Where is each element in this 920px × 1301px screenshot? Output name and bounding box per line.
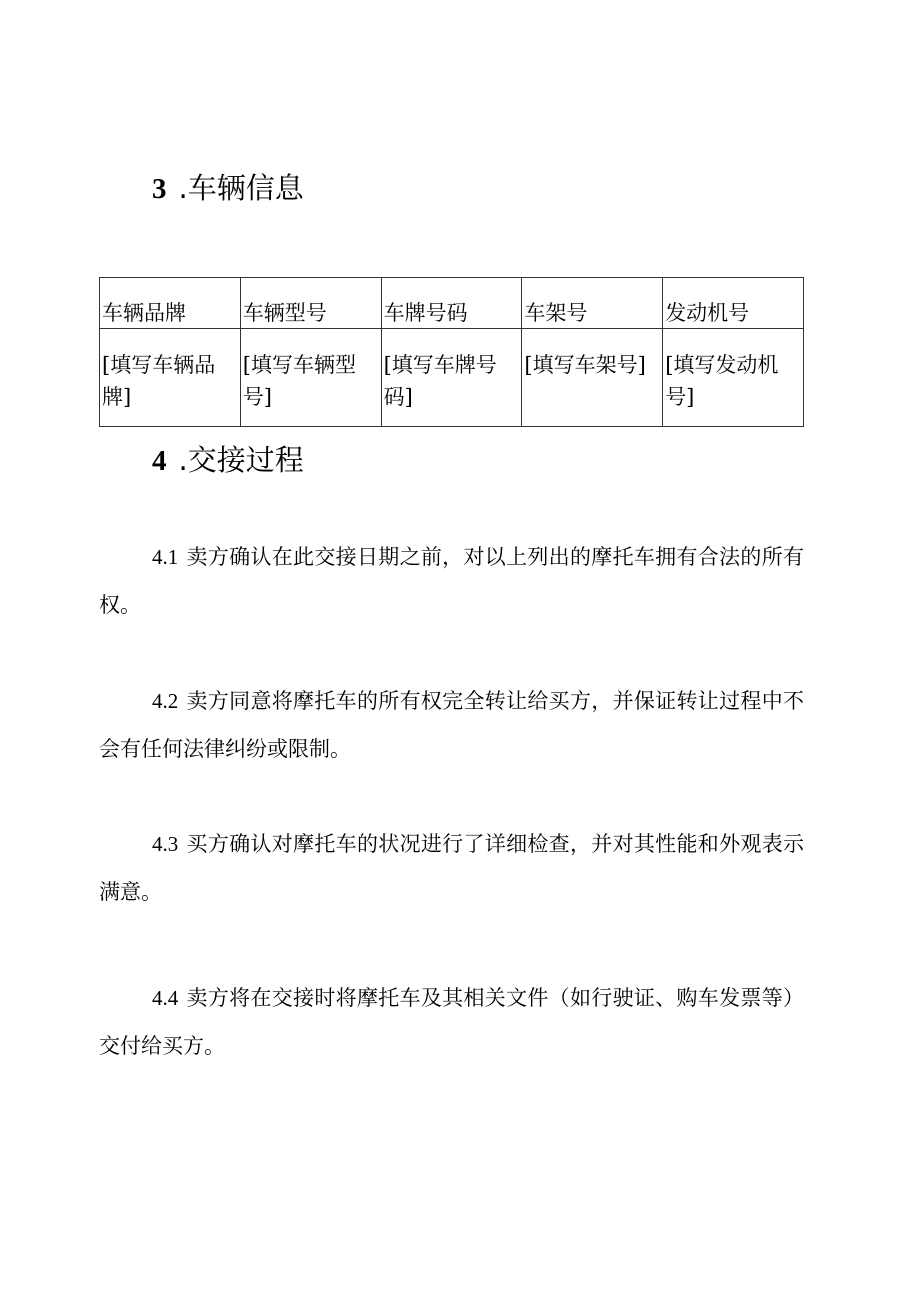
section-title: .交接过程 [178, 443, 304, 477]
clause-text: 卖方将在交接时将摩托车及其相关文件（如行驶证、购车发票等）交付给买方。 [99, 986, 804, 1058]
clause-paragraph-4-4 [99, 974, 804, 1070]
value-cell-model: [填写车辆型号] [240, 329, 381, 427]
clause-text: 卖方同意将摩托车的所有权完全转让给买方，并保证转让过程中不会有任何法律纠纷或限制。 [99, 689, 804, 761]
table-header-row [100, 278, 804, 329]
value-cell-vin: [填写车架号] [522, 329, 663, 427]
clause-number: 4.3 [152, 832, 179, 856]
section-number: 4 [152, 445, 167, 477]
value-cell-brand: [填写车辆品牌] [100, 329, 241, 427]
section-heading-vehicle-info [152, 171, 304, 205]
clause-text: 卖方确认在此交接日期之前，对以上列出的摩托车拥有合法的所有权。 [99, 545, 804, 617]
header-cell-vin: 车架号 [522, 278, 663, 329]
clause-paragraph-4-2 [99, 677, 804, 773]
value-cell-plate: [填写车牌号码] [381, 329, 522, 427]
clause-text: 买方确认对摩托车的状况进行了详细检查，并对其性能和外观表示满意。 [99, 832, 804, 904]
table-row [100, 329, 804, 427]
header-cell-brand: 车辆品牌 [100, 278, 241, 329]
clause-paragraph-4-1 [99, 533, 804, 629]
clause-number: 4.4 [152, 986, 179, 1010]
section-number: 3 [152, 173, 167, 205]
clause-number: 4.1 [152, 545, 179, 569]
section-heading-handover-process [152, 443, 304, 477]
header-cell-plate: 车牌号码 [381, 278, 522, 329]
vehicle-info-table [99, 277, 804, 427]
section-title: .车辆信息 [178, 171, 304, 205]
header-cell-engine: 发动机号 [663, 278, 804, 329]
value-cell-engine: [填写发动机号] [663, 329, 804, 427]
clause-number: 4.2 [152, 689, 179, 713]
header-cell-model: 车辆型号 [240, 278, 381, 329]
clause-paragraph-4-3 [99, 820, 804, 916]
